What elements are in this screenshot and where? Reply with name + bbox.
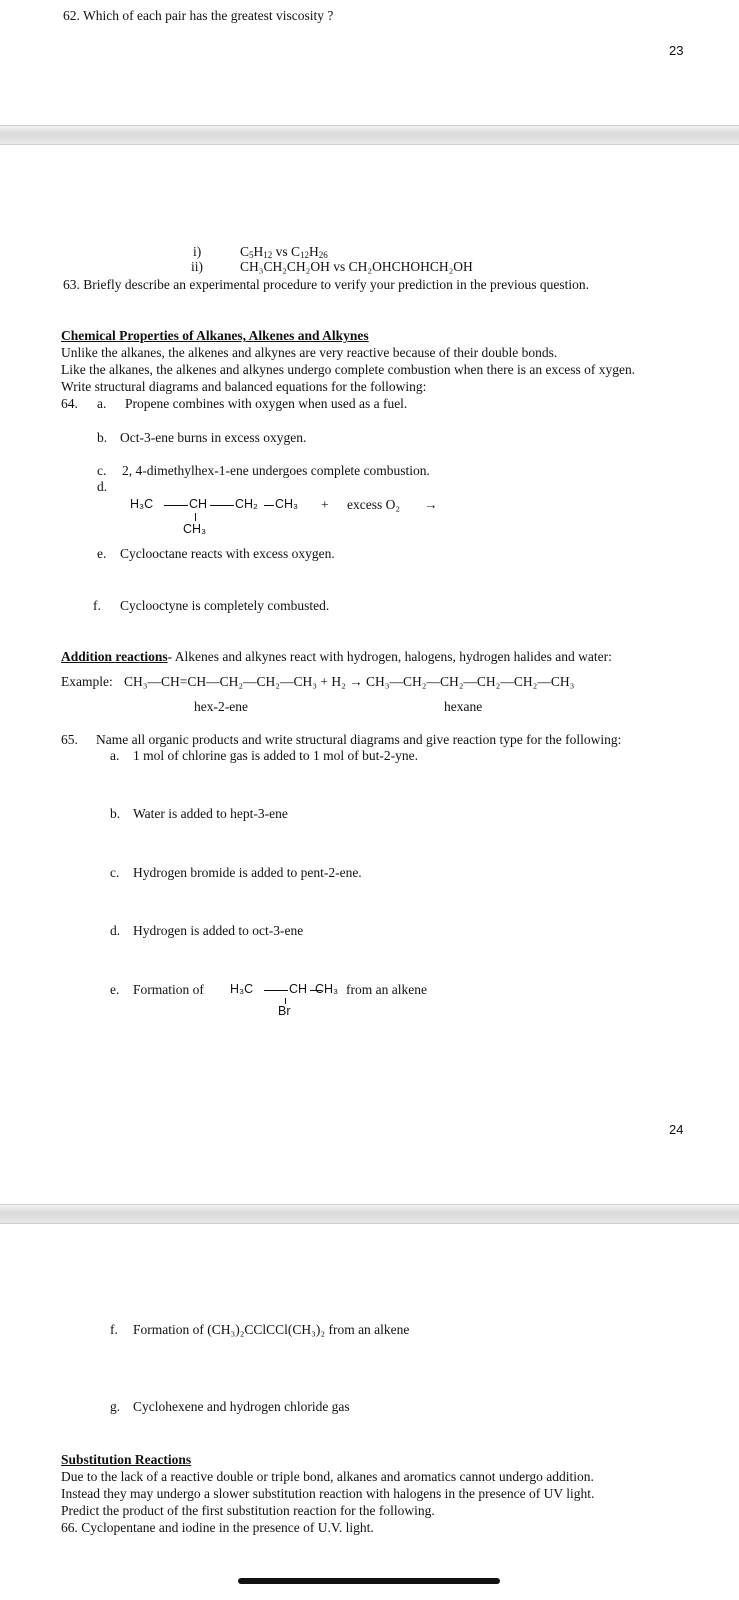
atom-h3c: H₃C — [230, 982, 254, 996]
plus-sign: + — [321, 497, 329, 512]
item-label: c. — [110, 865, 120, 880]
question-65b: Water is added to hept-3-ene — [133, 806, 288, 821]
atom-ch: CH — [289, 982, 308, 996]
item-label: f. — [93, 598, 101, 613]
question-65f: Formation of (CH₃)₂CClCCl(CH₃)₂ from an alkene — [133, 1322, 410, 1337]
page-number-24: 24 — [669, 1122, 684, 1137]
page-number-23: 23 — [669, 43, 684, 58]
bond — [195, 513, 196, 521]
item-label: a. — [110, 748, 120, 763]
question-64f: Cyclooctyne is completely combusted. — [120, 598, 330, 613]
atom-br: Br — [278, 1004, 291, 1018]
question-65e: Formation of — [133, 982, 204, 997]
name-hex-2-ene: hex-2-ene — [194, 699, 248, 714]
question-63: 63. Briefly describe an experimental procedure to verify your prediction in the previous question. — [63, 277, 589, 292]
question-65: Name all organic products and write structural diagrams and give reaction type for the following: — [96, 732, 622, 747]
item-label: f. — [110, 1322, 118, 1337]
example-equation: CH₃—CH=CH—CH₂—CH₂—CH₃ + H₂ → CH₃—CH₂—CH₂—CH₂—CH₂—CH₃ — [124, 674, 575, 689]
page-break-1 — [0, 125, 739, 145]
atom-ch3: CH₃ — [315, 982, 339, 996]
paragraph-line: Predict the product of the first substitution reaction for the following. — [61, 1503, 435, 1518]
question-65g: Cyclohexene and hydrogen chloride gas — [133, 1399, 350, 1414]
question-64c: 2, 4-dimethylhex-1-ene undergoes complete combustion. — [122, 463, 430, 478]
question-64a: Propene combines with oxygen when used as a fuel. — [125, 396, 408, 411]
pair-i-label: i) — [193, 244, 202, 259]
section-heading-chemical-properties: Chemical Properties of Alkanes, Alkenes and Alkynes — [61, 328, 369, 343]
atom-ch: CH — [189, 497, 208, 511]
item-label: g. — [110, 1399, 121, 1414]
addition-intro: Addition reactions- Alkenes and alkynes react with hydrogen, halogens, hydrogen halides and water: — [61, 649, 612, 664]
question-66: 66. Cyclopentane and iodine in the presence of U.V. light. — [61, 1520, 374, 1535]
atom-h3c: H₃C — [130, 497, 154, 511]
item-label: d. — [110, 923, 121, 938]
bond — [164, 505, 188, 506]
bond — [210, 505, 234, 506]
pair-i-formula: $C_5H_{12}$ vs $C_{12}H_{26}$ — [240, 244, 328, 260]
question-65d: Hydrogen is added to oct-3-ene — [133, 923, 304, 938]
paragraph-line: Unlike the alkanes, the alkenes and alkynes are very reactive because of their double bonds. — [61, 345, 558, 360]
page-break-2 — [0, 1204, 739, 1224]
question-65-number: 65. — [61, 732, 78, 747]
name-hexane: hexane — [444, 699, 483, 714]
question-65a: 1 mol of chlorine gas is added to 1 mol of but-2-yne. — [133, 748, 418, 763]
paragraph-line: Like the alkanes, the alkenes and alkynes undergo complete combustion when there is an excess of xygen. — [61, 362, 636, 377]
question-65e-suffix: from an alkene — [346, 982, 427, 997]
item-label: a. — [97, 396, 107, 411]
item-label: e. — [110, 982, 120, 997]
atom-ch3-branch: CH₃ — [183, 522, 207, 536]
section-heading-substitution: Substitution Reactions — [61, 1452, 192, 1467]
question-64b: Oct-3-ene burns in excess oxygen. — [120, 430, 307, 445]
question-64-number: 64. — [61, 396, 78, 411]
paragraph-line: Write structural diagrams and balanced equations for the following: — [61, 379, 427, 394]
item-label: e. — [97, 546, 107, 561]
pair-ii-label: ii) — [191, 259, 203, 274]
question-64e: Cyclooctane reacts with excess oxygen. — [120, 546, 335, 561]
home-indicator[interactable] — [238, 1578, 500, 1584]
pair-ii-formula: CH₃CH₂CH₂OH vs CH₂OHCHOHCH₂OH — [240, 259, 473, 274]
atom-ch2: CH₂ — [235, 497, 258, 511]
item-label: c. — [97, 463, 107, 478]
question-65c: Hydrogen bromide is added to pent-2-ene. — [133, 865, 362, 880]
question-62: 62. Which of each pair has the greatest viscosity ? — [63, 8, 334, 23]
excess-oxygen: excess O₂ — [347, 497, 401, 512]
bond — [264, 990, 288, 991]
item-label: b. — [110, 806, 121, 821]
item-label: b. — [97, 430, 108, 445]
item-label: d. — [97, 479, 108, 494]
atom-ch3: CH₃ — [275, 497, 299, 511]
paragraph-line: Due to the lack of a reactive double or triple bond, alkanes and aromatics cannot undergo addition. — [61, 1469, 594, 1484]
reaction-arrow: → — [424, 497, 438, 512]
example-label: Example: — [61, 674, 113, 689]
paragraph-line: Instead they may undergo a slower substitution reaction with halogens in the presence of UV light. — [61, 1486, 595, 1501]
bond — [264, 505, 274, 506]
